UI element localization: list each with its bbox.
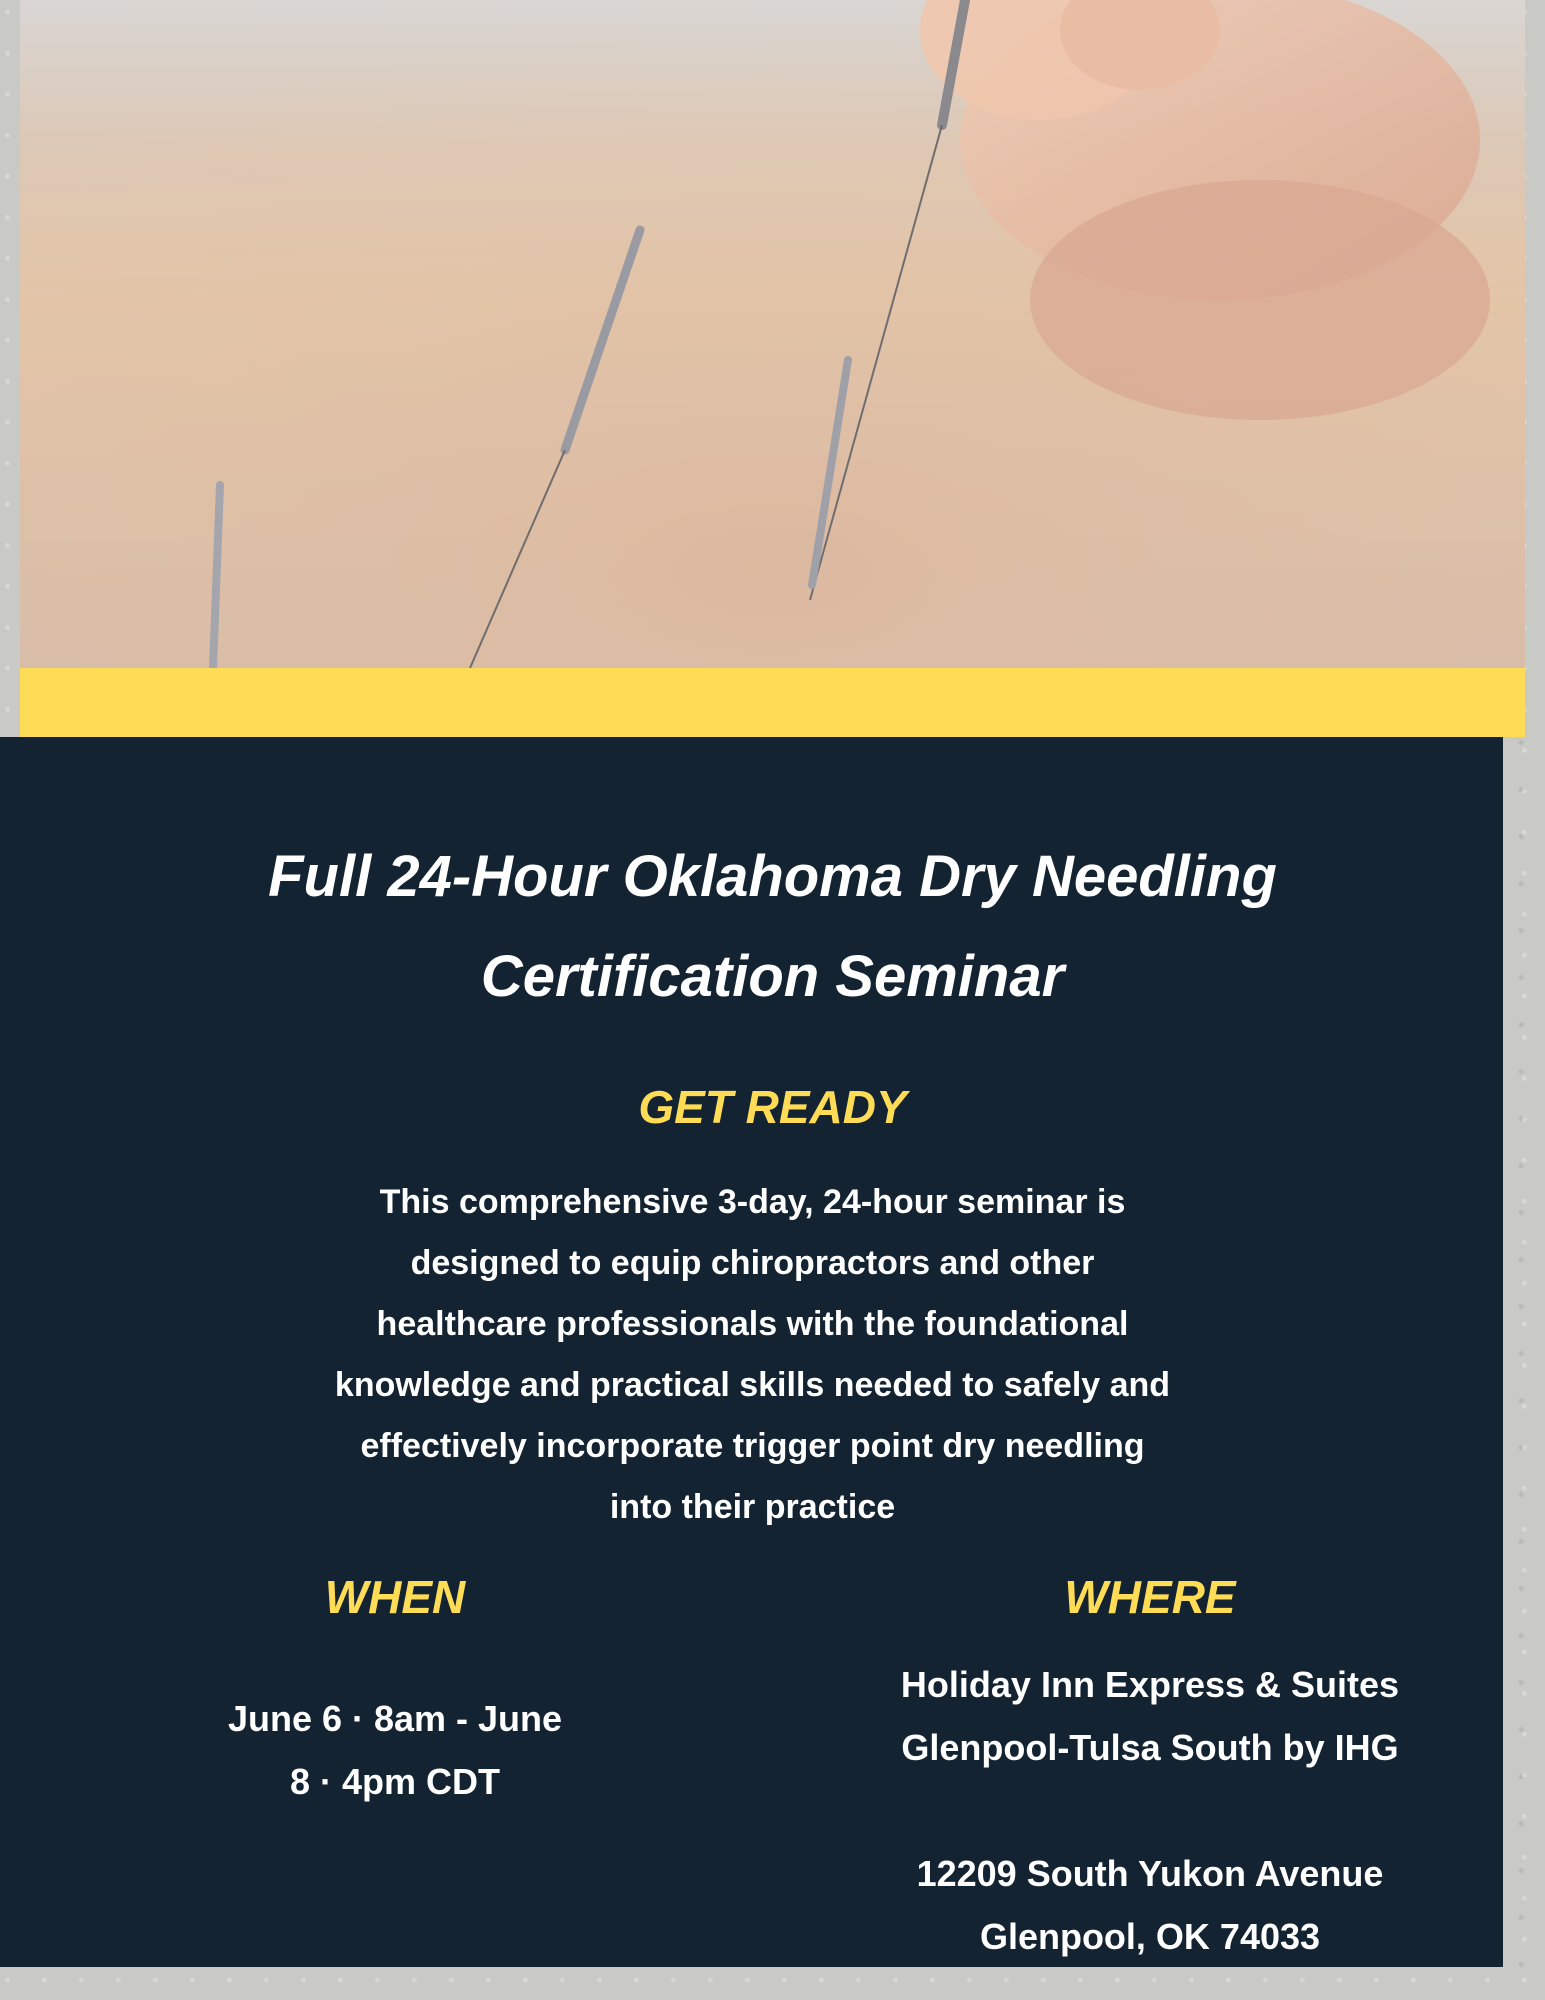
description-line: designed to equip chiropractors and other [410,1244,1095,1282]
description-line: This comprehensive 3-day, 24-hour seminar is [379,1183,1126,1221]
seminar-info-panel [0,737,1503,1967]
acupuncture-needles-illustration [20,0,1525,668]
when-heading: WHEN [324,1571,466,1623]
date-line: 8 · 4pm CDT [289,1761,501,1802]
hero-photo [20,0,1525,668]
description-line: into their practice [609,1488,896,1526]
get-ready-heading: GET READY [638,1081,907,1133]
description-line: knowledge and practical skills needed to safely and [334,1366,1171,1404]
venue-line: Glenpool-Tulsa South by IHG [901,1727,1399,1768]
event-dates [190,1687,600,1813]
venue-line: Holiday Inn Express & Suites [900,1664,1400,1705]
title-line-1: Full 24-Hour Oklahoma Dry Needling [268,844,1277,909]
title-line-2: Certification Seminar [480,944,1065,1009]
seminar-description [230,1172,1275,1538]
address-line: 12209 South Yukon Avenue [916,1853,1384,1894]
accent-bar [20,668,1525,737]
page-title [0,827,1545,1027]
description-line: healthcare professionals with the foundational [376,1305,1129,1343]
line-spacer [850,1779,1450,1842]
address-line: Glenpool, OK 74033 [979,1916,1321,1957]
date-line: June 6 · 8am - June [227,1698,563,1739]
description-line: effectively incorporate trigger point dry needling [360,1427,1145,1465]
where-heading: WHERE [1064,1571,1236,1623]
event-location [850,1653,1450,1968]
